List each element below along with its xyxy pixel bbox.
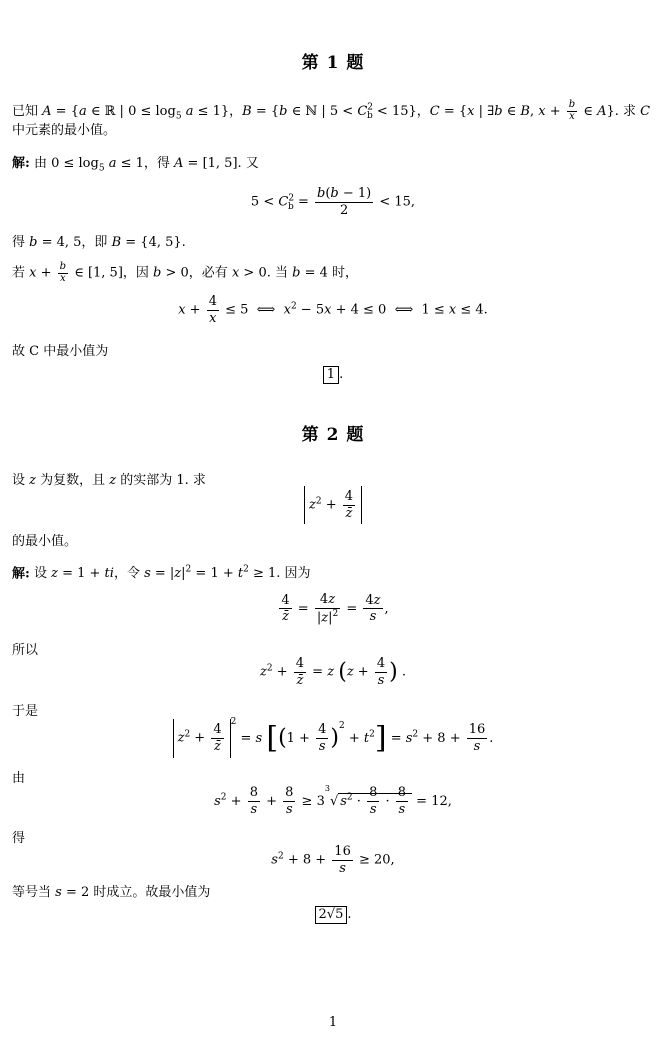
answer-box: 2√5 xyxy=(315,906,348,924)
problem-1-eq2: x + $\frac{4}{x}$ ≤ 5 ⟺ $x^2 - 5x + 4 \le 0$ ⟺ 1 ≤ x ≤ 4. xyxy=(178,294,488,326)
problem-1-line-if: 若 x + $\frac{b}{x}$ ∈ [1, 5]，因 b > 0，必有 x > 0. 当 b = 4 时， xyxy=(12,261,358,284)
problem-1-answer: 1 . xyxy=(0,366,666,384)
problem-2-conclusion: 等号当 s = 2 时成立。故最小值为 xyxy=(12,885,211,900)
problem-2-word-suoyi: 所以 xyxy=(12,643,39,658)
solution-label: 解: xyxy=(12,566,30,582)
problem-2-word-de: 得 xyxy=(12,831,26,846)
problem-2-word-you: 由 xyxy=(12,771,26,786)
problem-2-title: 第 2 题 xyxy=(301,425,365,445)
problem-2-statement-line2: 的最小值。 xyxy=(12,534,78,549)
problem-1-eq1: $5 < C^2_b$ = $\frac{b(b - 1)}{2}$ < 15, xyxy=(250,186,416,218)
problem-2-eq5: $s^2 + 8$ + $\frac{16}{s}$ ≥ 20, xyxy=(271,844,395,876)
problem-2-eq4: $s^2$ + $\frac{8}{s}$ + $\frac{8}{s}$ ≥ $3^3√$ $s^2$ · $\frac{8}{s}$ · $\frac{8}{s}$ = 12, xyxy=(214,784,452,817)
problem-2-eq1: $\frac{4}{z̄}$ = $\frac{4z}{|z|^2}$ = $\frac{4z}{s}$ , xyxy=(281,592,389,625)
solution-label: 解: xyxy=(12,156,30,171)
problem-1-conclusion: 故 C 中最小值为 xyxy=(12,344,109,359)
page-number: 1 xyxy=(328,1015,338,1030)
problem-1-statement-line2: 中元素的最小值。 xyxy=(12,123,117,138)
problem-1-line-b: 得 b = 4, 5，即 B = {4, 5}. xyxy=(12,235,186,250)
problem-2-eq3: $z^2$ + $\frac{4}{z̄}$ $^2$ = s [(1 + $\frac{4}{s}$ )$^2 + t^2] = s^2 + 8$ + $\frac{16}{s}$ . xyxy=(0,716,666,759)
problem-1-solution-line1: 解: 由 $0 \le \log_5 a \le 1$，得 A = [1, 5]. 又 xyxy=(12,156,259,174)
statement-text: 已知 A = {a ∈ ℝ | $0 \le \log_5 a \le 1$}，B = {b ∈ ℕ | $5 < C^2_b < 15$}，C = {x | ∃b ∈ B, x + $\frac{b}{x}$ ∈ A}. 求 C xyxy=(12,99,651,122)
problem-2-solution-line1: 解: 设 z = 1 + ti，令 $s = |z|^2 = 1 + t^2 \ge 1$. 因为 xyxy=(12,565,311,582)
problem-2-word-yushi: 于是 xyxy=(12,704,39,719)
problem-2-eq2: $z^2$ + $\frac{4}{z̄}$ = z (z + $\frac{4}{s}$ ) . xyxy=(260,656,406,688)
answer-box: 1 xyxy=(323,366,339,384)
problem-2-answer: 2√5 . xyxy=(0,906,666,924)
problem-2-statement-line1: 设 z 为复数，且 z 的实部为 1. 求 xyxy=(12,473,206,488)
problem-1-statement xyxy=(12,100,650,122)
problem-1-title: 第 1 题 xyxy=(301,53,365,73)
problem-2-statement-expr: $z^2$ + $\frac{4}{z̄}$ xyxy=(0,486,666,524)
